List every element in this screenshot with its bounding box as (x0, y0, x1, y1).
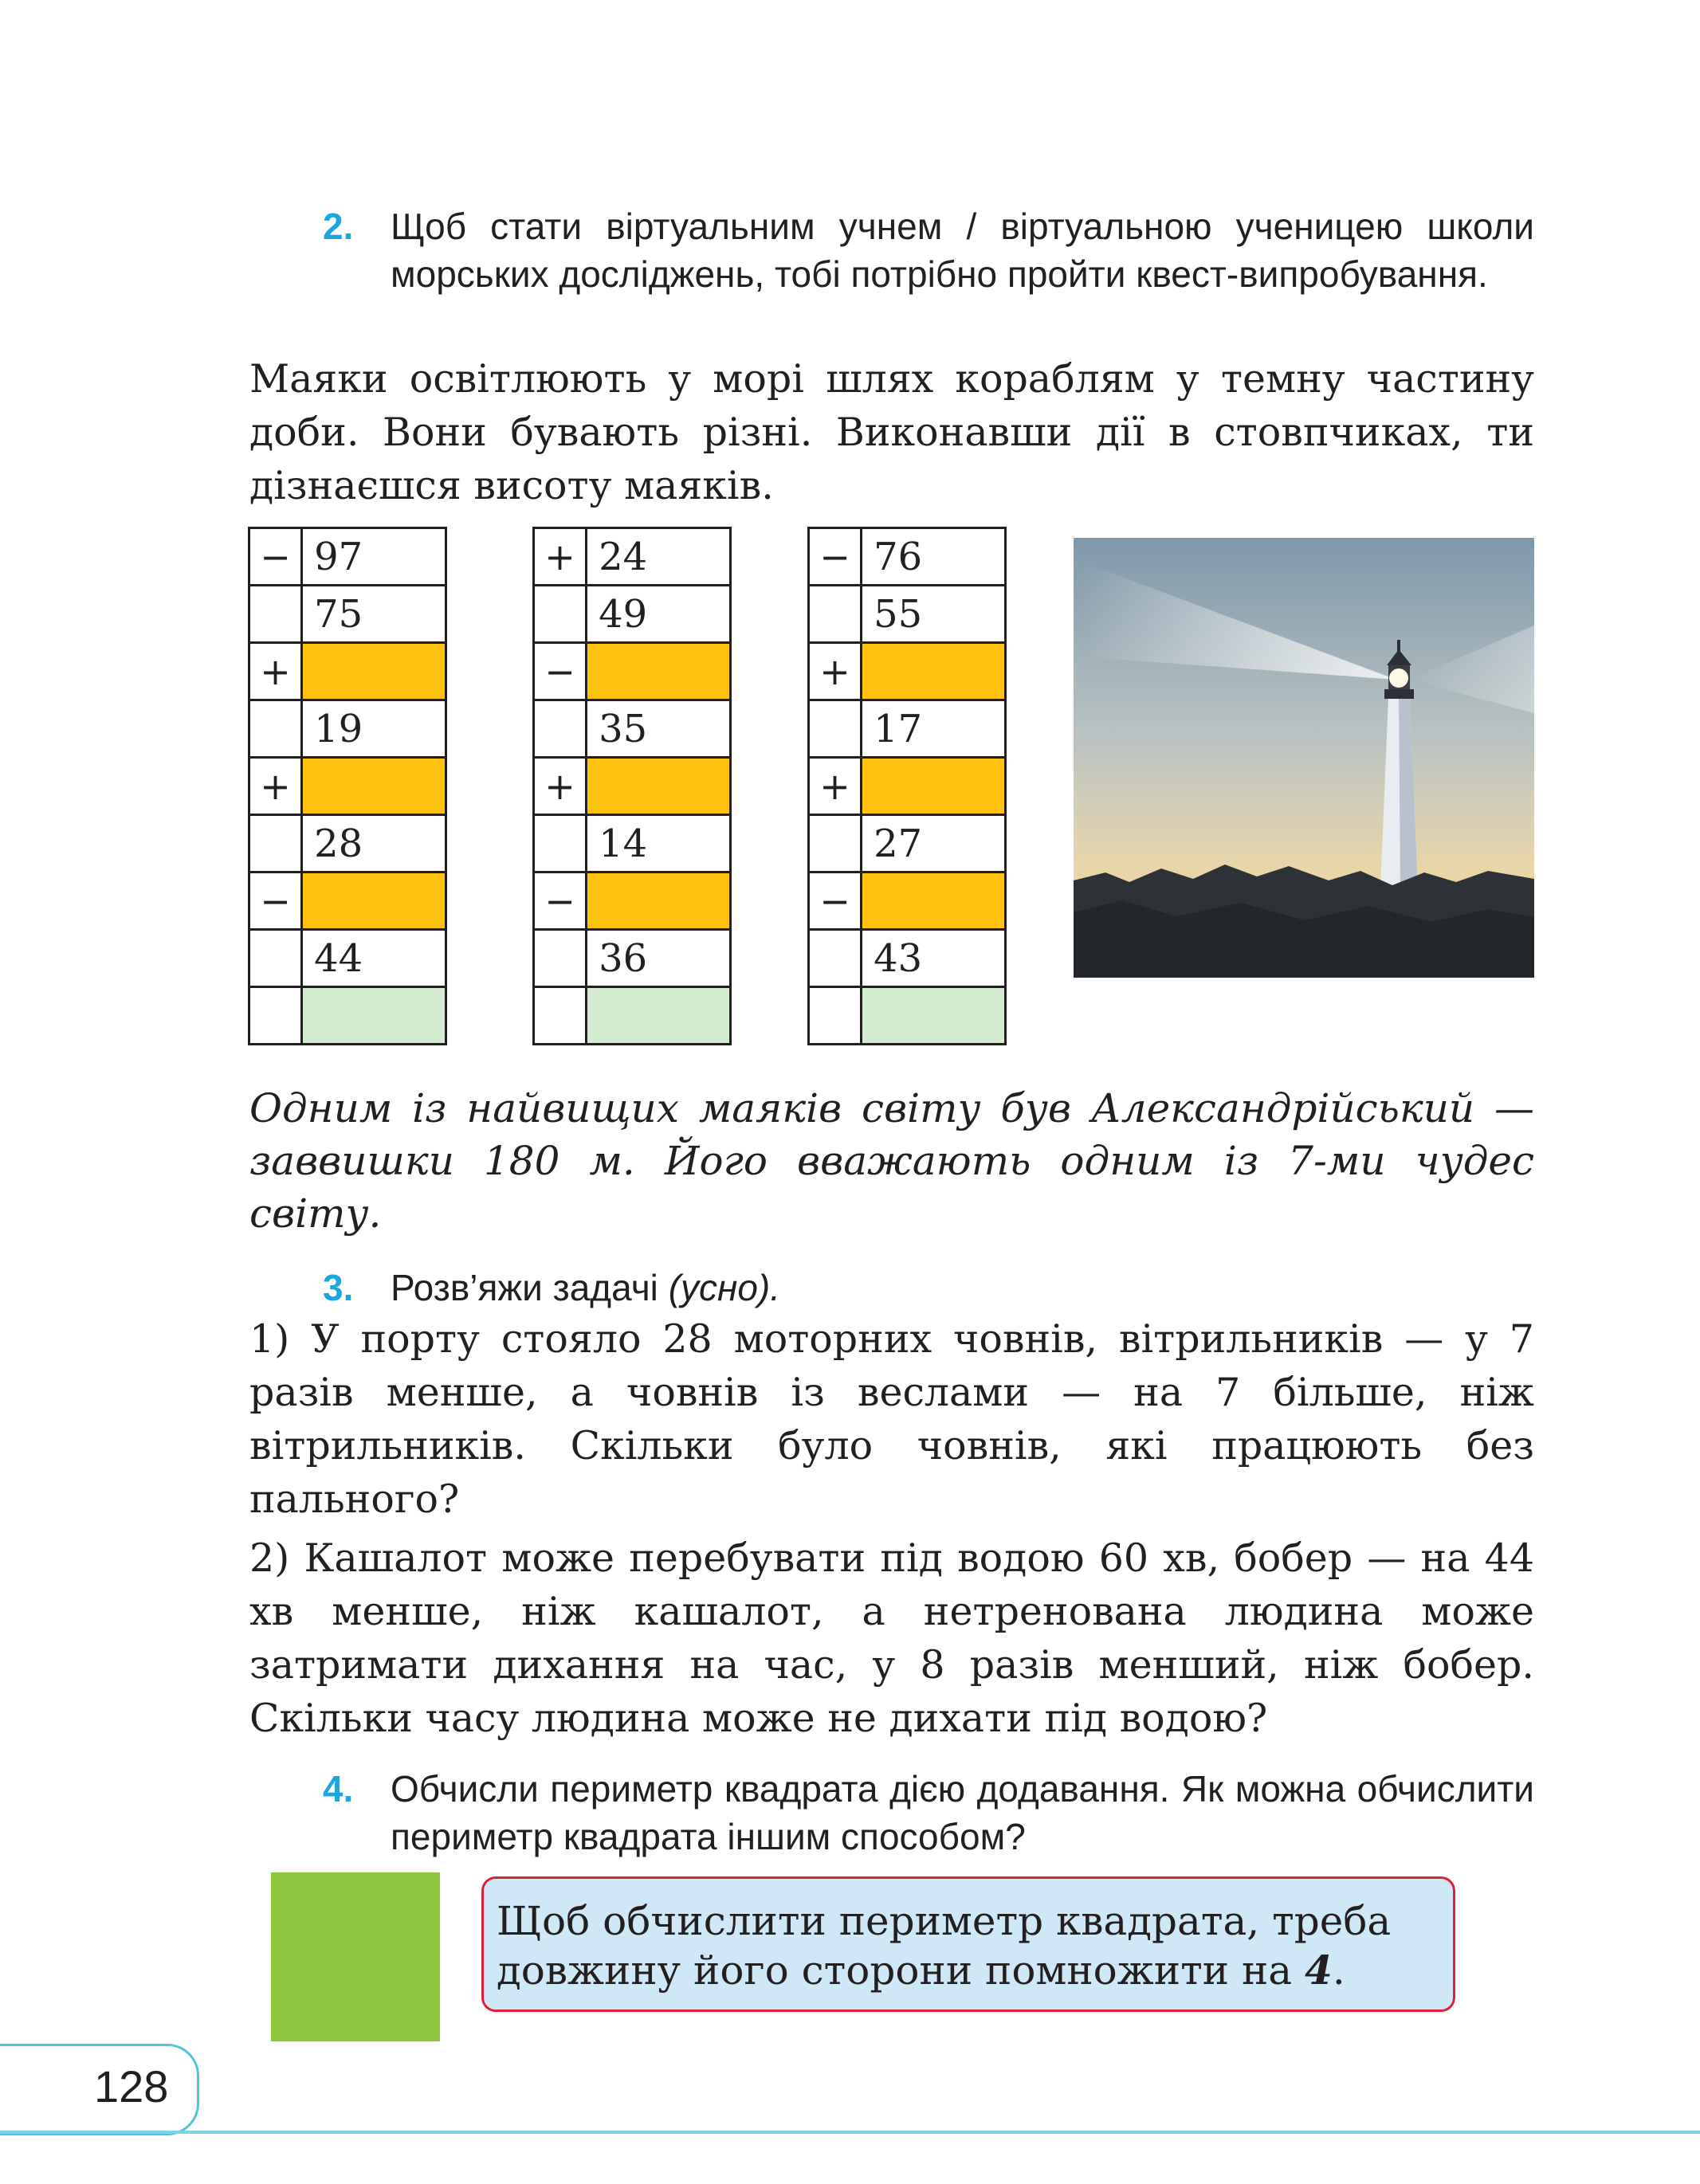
value-cell: 75 (302, 586, 446, 643)
column-row (809, 758, 1006, 815)
column-row (809, 872, 1006, 930)
task-number: 4. (323, 1768, 354, 1810)
column-table-2 (532, 527, 732, 1045)
operation-cell (534, 987, 587, 1045)
problem-2: 2) Кашалот може перебувати під водою 60 хв, бобер — на 44 хв менше, ніж кашалот, а нетренована людина може затримати дихання на час, у 8 разів менший, ніж бобер. Скільки часу людина може не дихати під водою? (249, 1535, 1534, 1741)
value-cell: 24 (587, 528, 731, 586)
column-row (809, 528, 1006, 586)
column-row (249, 586, 446, 643)
blank-cell[interactable] (862, 643, 1006, 700)
blank-cell[interactable] (587, 872, 731, 930)
column-row (534, 987, 731, 1045)
operation-cell (809, 586, 862, 643)
answer-cell[interactable] (587, 987, 731, 1045)
task-text: Обчисли периметр квадрата дією додавання. Як можна обчислити периметр квадрата іншим способом? (391, 1768, 1534, 1857)
operation-cell (534, 700, 587, 758)
task-number: 3. (323, 1267, 354, 1308)
value-cell: 55 (862, 586, 1006, 643)
column-row (249, 758, 446, 815)
column-table-3 (807, 527, 1007, 1045)
page-number: 128 (94, 2061, 169, 2111)
bottom-rule (0, 2131, 1700, 2134)
column-row (249, 528, 446, 586)
value-cell: 49 (587, 586, 731, 643)
lighthouse-image (1074, 538, 1534, 978)
rule-text: Щоб обчислити периметр квадрата, треба довжину його сторони помножити на (497, 1898, 1392, 1994)
task-text: Розв’яжи задачі (391, 1267, 658, 1308)
value-cell: 43 (862, 930, 1006, 987)
blank-cell[interactable] (862, 758, 1006, 815)
value-cell: 36 (587, 930, 731, 987)
column-row (534, 528, 731, 586)
column-row (534, 930, 731, 987)
value-cell: 76 (862, 528, 1006, 586)
operation-cell (249, 586, 302, 643)
operation-cell: − (809, 872, 862, 930)
column-row (249, 930, 446, 987)
value-cell: 14 (587, 815, 731, 872)
operation-cell: − (249, 528, 302, 586)
column-row (249, 700, 446, 758)
column-row (809, 643, 1006, 700)
operation-cell: + (534, 528, 587, 586)
value-cell: 97 (302, 528, 446, 586)
column-row (809, 700, 1006, 758)
operation-cell (249, 815, 302, 872)
value-cell: 17 (862, 700, 1006, 758)
column-row (809, 930, 1006, 987)
rule-box (481, 1876, 1455, 2012)
column-row (534, 700, 731, 758)
operation-cell (534, 930, 587, 987)
value-cell: 44 (302, 930, 446, 987)
operation-cell (534, 815, 587, 872)
task-text: Щоб стати віртуальним учнем / віртуальною ученицею школи морських досліджень, тобі потрібно пройти квест-випробування. (391, 206, 1534, 295)
green-square (271, 1872, 440, 2041)
problem-1: 1) У порту стояло 28 моторних човнів, вітрильників — у 7 разів менше, а човнів із веслами — на 7 більше, ніж вітрильників. Скільки було човнів, які працюють без пального? (249, 1316, 1534, 1522)
intro-paragraph: Маяки освітлюють у морі шлях кораблям у темну частину доби. Вони бувають різні. Виконавши дії в стовпчиках, ти дізнаєшся висоту маяків. (249, 356, 1534, 508)
operation-cell (809, 815, 862, 872)
operation-cell: + (249, 758, 302, 815)
operation-cell: − (809, 528, 862, 586)
operation-cell (249, 700, 302, 758)
task-note: (усно). (668, 1267, 781, 1308)
answer-cell[interactable] (862, 987, 1006, 1045)
blank-cell[interactable] (862, 872, 1006, 930)
column-table-1 (248, 527, 447, 1045)
task-number: 2. (323, 206, 354, 247)
blank-cell[interactable] (302, 643, 446, 700)
value-cell: 19 (302, 700, 446, 758)
column-row (534, 586, 731, 643)
column-row (534, 872, 731, 930)
column-row (534, 758, 731, 815)
column-row (249, 643, 446, 700)
operation-cell (809, 987, 862, 1045)
operation-cell: + (534, 758, 587, 815)
blank-cell[interactable] (302, 872, 446, 930)
task-4 (323, 1765, 1534, 1861)
operation-cell: + (249, 643, 302, 700)
answer-cell[interactable] (302, 987, 446, 1045)
blank-cell[interactable] (587, 758, 731, 815)
value-cell: 28 (302, 815, 446, 872)
column-row (249, 815, 446, 872)
operation-cell (249, 987, 302, 1045)
blank-cell[interactable] (302, 758, 446, 815)
operation-cell (534, 586, 587, 643)
task-2 (323, 202, 1534, 298)
operation-cell: + (809, 643, 862, 700)
column-row (809, 815, 1006, 872)
column-row (809, 987, 1006, 1045)
fact-paragraph: Одним із найвищих маяків світу був Александрійський — заввишки 180 м. Його вважають одним із 7-ми чудес світу. (249, 1085, 1534, 1237)
operation-cell: − (534, 872, 587, 930)
operation-cell (809, 930, 862, 987)
column-row (249, 987, 446, 1045)
operation-cell: − (534, 643, 587, 700)
operation-cell: + (809, 758, 862, 815)
rule-end: . (1332, 1947, 1345, 1994)
rule-factor: 4 (1305, 1947, 1333, 1994)
operation-cell: − (249, 872, 302, 930)
column-row (534, 643, 731, 700)
task-3 (323, 1264, 1534, 1312)
column-row (809, 586, 1006, 643)
value-cell: 27 (862, 815, 1006, 872)
blank-cell[interactable] (587, 643, 731, 700)
operation-cell (809, 700, 862, 758)
value-cell: 35 (587, 700, 731, 758)
column-row (249, 872, 446, 930)
column-row (534, 815, 731, 872)
operation-cell (249, 930, 302, 987)
